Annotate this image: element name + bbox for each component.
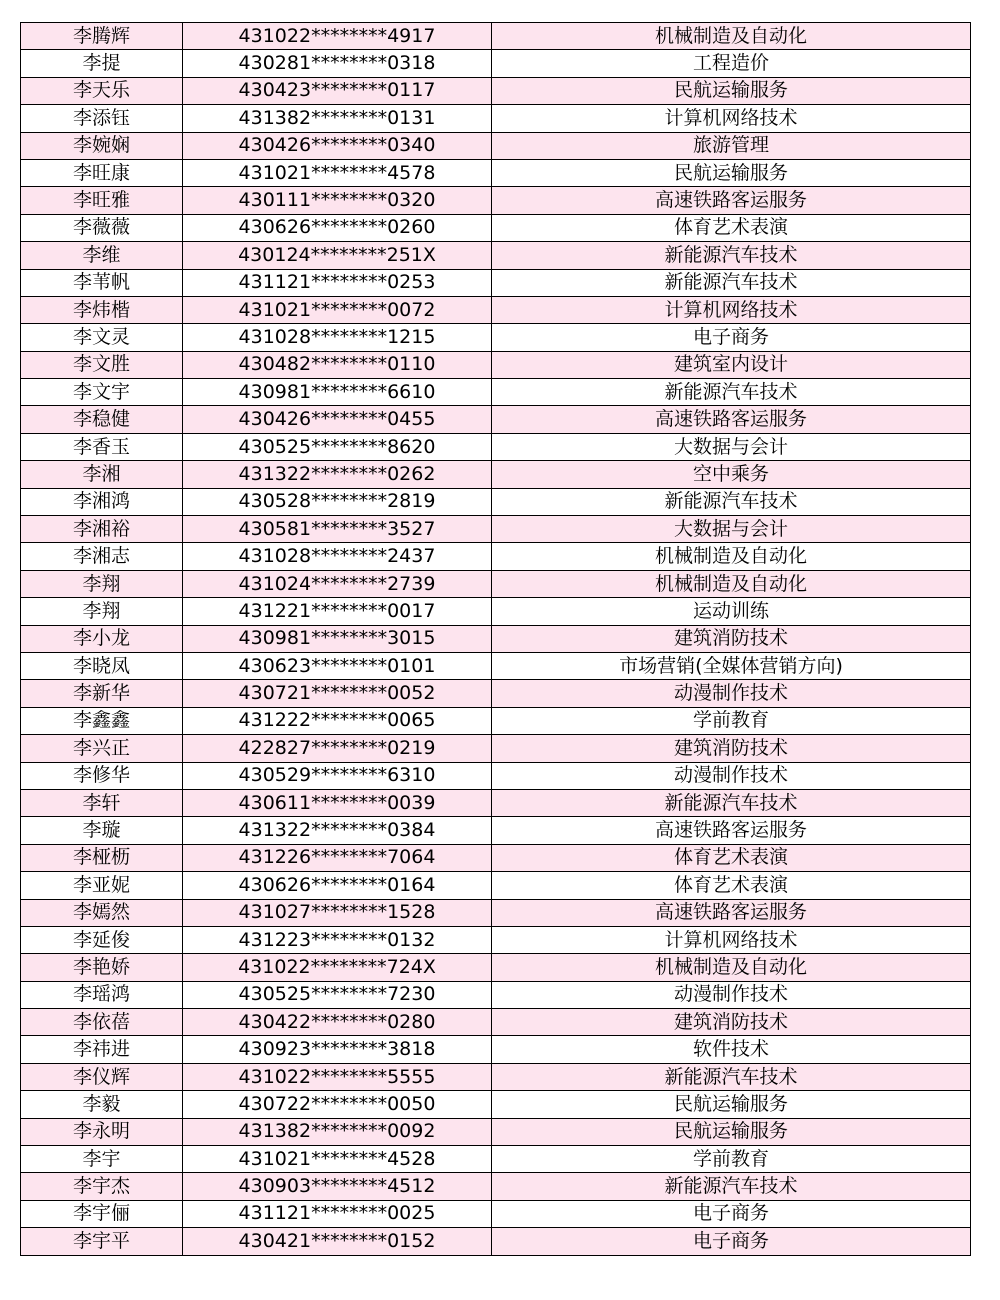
student-name-cell: 李文灵	[21, 324, 183, 351]
table-row	[21, 1173, 971, 1200]
student-name-cell: 李延俊	[21, 926, 183, 953]
student-name-cell: 李艳娇	[21, 954, 183, 981]
id-number-cell: 430626********0260	[183, 214, 492, 241]
student-name-cell: 李湘鸿	[21, 488, 183, 515]
major-cell: 机械制造及自动化	[492, 23, 971, 50]
table-row	[21, 269, 971, 296]
student-name-cell: 李旺康	[21, 159, 183, 186]
student-name-cell: 李璇	[21, 817, 183, 844]
major-cell: 大数据与会计	[492, 433, 971, 460]
id-number-cell: 431121********0253	[183, 269, 492, 296]
student-name-cell: 李湘裕	[21, 516, 183, 543]
major-cell: 民航运输服务	[492, 77, 971, 104]
student-name-cell: 李提	[21, 50, 183, 77]
table-row	[21, 735, 971, 762]
id-number-cell: 431322********0384	[183, 817, 492, 844]
student-name-cell: 李文宇	[21, 379, 183, 406]
major-cell: 高速铁路客运服务	[492, 406, 971, 433]
table-row	[21, 132, 971, 159]
major-cell: 计算机网络技术	[492, 105, 971, 132]
student-name-cell: 李毅	[21, 1091, 183, 1118]
student-name-cell: 李旺雅	[21, 187, 183, 214]
major-cell: 高速铁路客运服务	[492, 187, 971, 214]
student-name-cell: 李鑫鑫	[21, 707, 183, 734]
student-name-cell: 李永明	[21, 1118, 183, 1145]
table-row	[21, 954, 971, 981]
student-name-cell: 李瑶鸿	[21, 981, 183, 1008]
id-number-cell: 431121********0025	[183, 1200, 492, 1227]
table-row	[21, 1063, 971, 1090]
table-row	[21, 461, 971, 488]
student-name-cell: 李兴正	[21, 735, 183, 762]
table-row	[21, 652, 971, 679]
student-name-cell: 李薇薇	[21, 214, 183, 241]
major-cell: 民航运输服务	[492, 1091, 971, 1118]
table-row	[21, 1146, 971, 1173]
id-number-cell: 431322********0262	[183, 461, 492, 488]
table-row	[21, 981, 971, 1008]
table-row	[21, 1009, 971, 1036]
id-number-cell: 430281********0318	[183, 50, 492, 77]
id-number-cell: 430423********0117	[183, 77, 492, 104]
table-row	[21, 105, 971, 132]
id-number-cell: 430981********6610	[183, 379, 492, 406]
table-row	[21, 899, 971, 926]
table-row	[21, 1036, 971, 1063]
id-number-cell: 431028********2437	[183, 543, 492, 570]
student-name-cell: 李仪辉	[21, 1063, 183, 1090]
id-number-cell: 431024********2739	[183, 570, 492, 597]
id-number-cell: 430611********0039	[183, 789, 492, 816]
id-number-cell: 430721********0052	[183, 680, 492, 707]
major-cell: 建筑消防技术	[492, 1009, 971, 1036]
major-cell: 新能源汽车技术	[492, 1063, 971, 1090]
major-cell: 动漫制作技术	[492, 680, 971, 707]
student-name-cell: 李湘志	[21, 543, 183, 570]
major-cell: 机械制造及自动化	[492, 543, 971, 570]
id-number-cell: 430482********0110	[183, 351, 492, 378]
id-number-cell: 430525********7230	[183, 981, 492, 1008]
major-cell: 学前教育	[492, 1146, 971, 1173]
id-number-cell: 430426********0340	[183, 132, 492, 159]
student-name-cell: 李维	[21, 242, 183, 269]
major-cell: 新能源汽车技术	[492, 789, 971, 816]
major-cell: 民航运输服务	[492, 159, 971, 186]
id-number-cell: 431221********0017	[183, 598, 492, 625]
major-cell: 电子商务	[492, 1200, 971, 1227]
table-row	[21, 680, 971, 707]
id-number-cell: 431021********4578	[183, 159, 492, 186]
major-cell: 体育艺术表演	[492, 214, 971, 241]
id-number-cell: 430124********251X	[183, 242, 492, 269]
table-row	[21, 1118, 971, 1145]
table-row	[21, 789, 971, 816]
major-cell: 大数据与会计	[492, 516, 971, 543]
table-row	[21, 406, 971, 433]
student-name-cell: 李翔	[21, 598, 183, 625]
table-row	[21, 159, 971, 186]
id-number-cell: 431022********4917	[183, 23, 492, 50]
table-row	[21, 543, 971, 570]
major-cell: 软件技术	[492, 1036, 971, 1063]
table-row	[21, 872, 971, 899]
table-row	[21, 1228, 971, 1255]
major-cell: 学前教育	[492, 707, 971, 734]
student-name-cell: 李腾辉	[21, 23, 183, 50]
student-name-cell: 李宇平	[21, 1228, 183, 1255]
major-cell: 运动训练	[492, 598, 971, 625]
student-name-cell: 李宇杰	[21, 1173, 183, 1200]
id-number-cell: 422827********0219	[183, 735, 492, 762]
table-row	[21, 242, 971, 269]
student-name-cell: 李宇俪	[21, 1200, 183, 1227]
table-row	[21, 351, 971, 378]
id-number-cell: 430923********3818	[183, 1036, 492, 1063]
student-name-cell: 李苇帆	[21, 269, 183, 296]
major-cell: 电子商务	[492, 1228, 971, 1255]
major-cell: 空中乘务	[492, 461, 971, 488]
table-row	[21, 625, 971, 652]
id-number-cell: 431222********0065	[183, 707, 492, 734]
id-number-cell: 431226********7064	[183, 844, 492, 871]
major-cell: 电子商务	[492, 324, 971, 351]
major-cell: 高速铁路客运服务	[492, 817, 971, 844]
id-number-cell: 430581********3527	[183, 516, 492, 543]
id-number-cell: 431027********1528	[183, 899, 492, 926]
major-cell: 建筑消防技术	[492, 625, 971, 652]
student-name-cell: 李晓凤	[21, 652, 183, 679]
major-cell: 体育艺术表演	[492, 844, 971, 871]
student-name-cell: 李修华	[21, 762, 183, 789]
table-row	[21, 488, 971, 515]
major-cell: 高速铁路客运服务	[492, 899, 971, 926]
major-cell: 建筑室内设计	[492, 351, 971, 378]
student-name-cell: 李轩	[21, 789, 183, 816]
id-number-cell: 430525********8620	[183, 433, 492, 460]
major-cell: 动漫制作技术	[492, 981, 971, 1008]
table-row	[21, 817, 971, 844]
major-cell: 计算机网络技术	[492, 926, 971, 953]
major-cell: 旅游管理	[492, 132, 971, 159]
id-number-cell: 430111********0320	[183, 187, 492, 214]
table-row	[21, 1200, 971, 1227]
student-name-cell: 李翔	[21, 570, 183, 597]
table-row	[21, 187, 971, 214]
table-row	[21, 324, 971, 351]
major-cell: 动漫制作技术	[492, 762, 971, 789]
id-number-cell: 430422********0280	[183, 1009, 492, 1036]
table-row	[21, 23, 971, 50]
table-row	[21, 926, 971, 953]
table-row	[21, 762, 971, 789]
student-name-cell: 李小龙	[21, 625, 183, 652]
student-name-cell: 李文胜	[21, 351, 183, 378]
id-number-cell: 431028********1215	[183, 324, 492, 351]
id-number-cell: 430623********0101	[183, 652, 492, 679]
table-row	[21, 516, 971, 543]
id-number-cell: 431021********4528	[183, 1146, 492, 1173]
student-name-cell: 李亚妮	[21, 872, 183, 899]
student-name-cell: 李天乐	[21, 77, 183, 104]
table-row	[21, 214, 971, 241]
id-number-cell: 431022********724X	[183, 954, 492, 981]
table-row	[21, 1091, 971, 1118]
id-number-cell: 430981********3015	[183, 625, 492, 652]
student-name-cell: 李婉娴	[21, 132, 183, 159]
table-row	[21, 50, 971, 77]
student-name-cell: 李添钰	[21, 105, 183, 132]
student-name-cell: 李嫣然	[21, 899, 183, 926]
student-name-cell: 李祎进	[21, 1036, 183, 1063]
student-name-cell: 李炜楷	[21, 296, 183, 323]
student-name-cell: 李稳健	[21, 406, 183, 433]
table-row	[21, 433, 971, 460]
table-row	[21, 707, 971, 734]
table-row	[21, 570, 971, 597]
major-cell: 计算机网络技术	[492, 296, 971, 323]
table-row	[21, 844, 971, 871]
id-number-cell: 431022********5555	[183, 1063, 492, 1090]
student-name-cell: 李宇	[21, 1146, 183, 1173]
major-cell: 新能源汽车技术	[492, 379, 971, 406]
major-cell: 新能源汽车技术	[492, 269, 971, 296]
id-number-cell: 430528********2819	[183, 488, 492, 515]
major-cell: 市场营销(全媒体营销方向)	[492, 652, 971, 679]
id-number-cell: 430903********4512	[183, 1173, 492, 1200]
major-cell: 新能源汽车技术	[492, 488, 971, 515]
student-name-cell: 李依蓓	[21, 1009, 183, 1036]
id-number-cell: 430529********6310	[183, 762, 492, 789]
student-name-cell: 李湘	[21, 461, 183, 488]
table-row	[21, 598, 971, 625]
id-number-cell: 431382********0092	[183, 1118, 492, 1145]
major-cell: 新能源汽车技术	[492, 1173, 971, 1200]
major-cell: 机械制造及自动化	[492, 954, 971, 981]
id-number-cell: 430421********0152	[183, 1228, 492, 1255]
major-cell: 机械制造及自动化	[492, 570, 971, 597]
id-number-cell: 430426********0455	[183, 406, 492, 433]
major-cell: 新能源汽车技术	[492, 242, 971, 269]
id-number-cell: 430722********0050	[183, 1091, 492, 1118]
student-name-cell: 李香玉	[21, 433, 183, 460]
roster-body	[21, 23, 971, 1256]
id-number-cell: 431382********0131	[183, 105, 492, 132]
table-row	[21, 77, 971, 104]
major-cell: 民航运输服务	[492, 1118, 971, 1145]
major-cell: 体育艺术表演	[492, 872, 971, 899]
major-cell: 建筑消防技术	[492, 735, 971, 762]
student-name-cell: 李新华	[21, 680, 183, 707]
id-number-cell: 430626********0164	[183, 872, 492, 899]
major-cell: 工程造价	[492, 50, 971, 77]
student-roster-table	[20, 22, 971, 1256]
id-number-cell: 431021********0072	[183, 296, 492, 323]
student-name-cell: 李桠枥	[21, 844, 183, 871]
table-row	[21, 379, 971, 406]
id-number-cell: 431223********0132	[183, 926, 492, 953]
table-row	[21, 296, 971, 323]
